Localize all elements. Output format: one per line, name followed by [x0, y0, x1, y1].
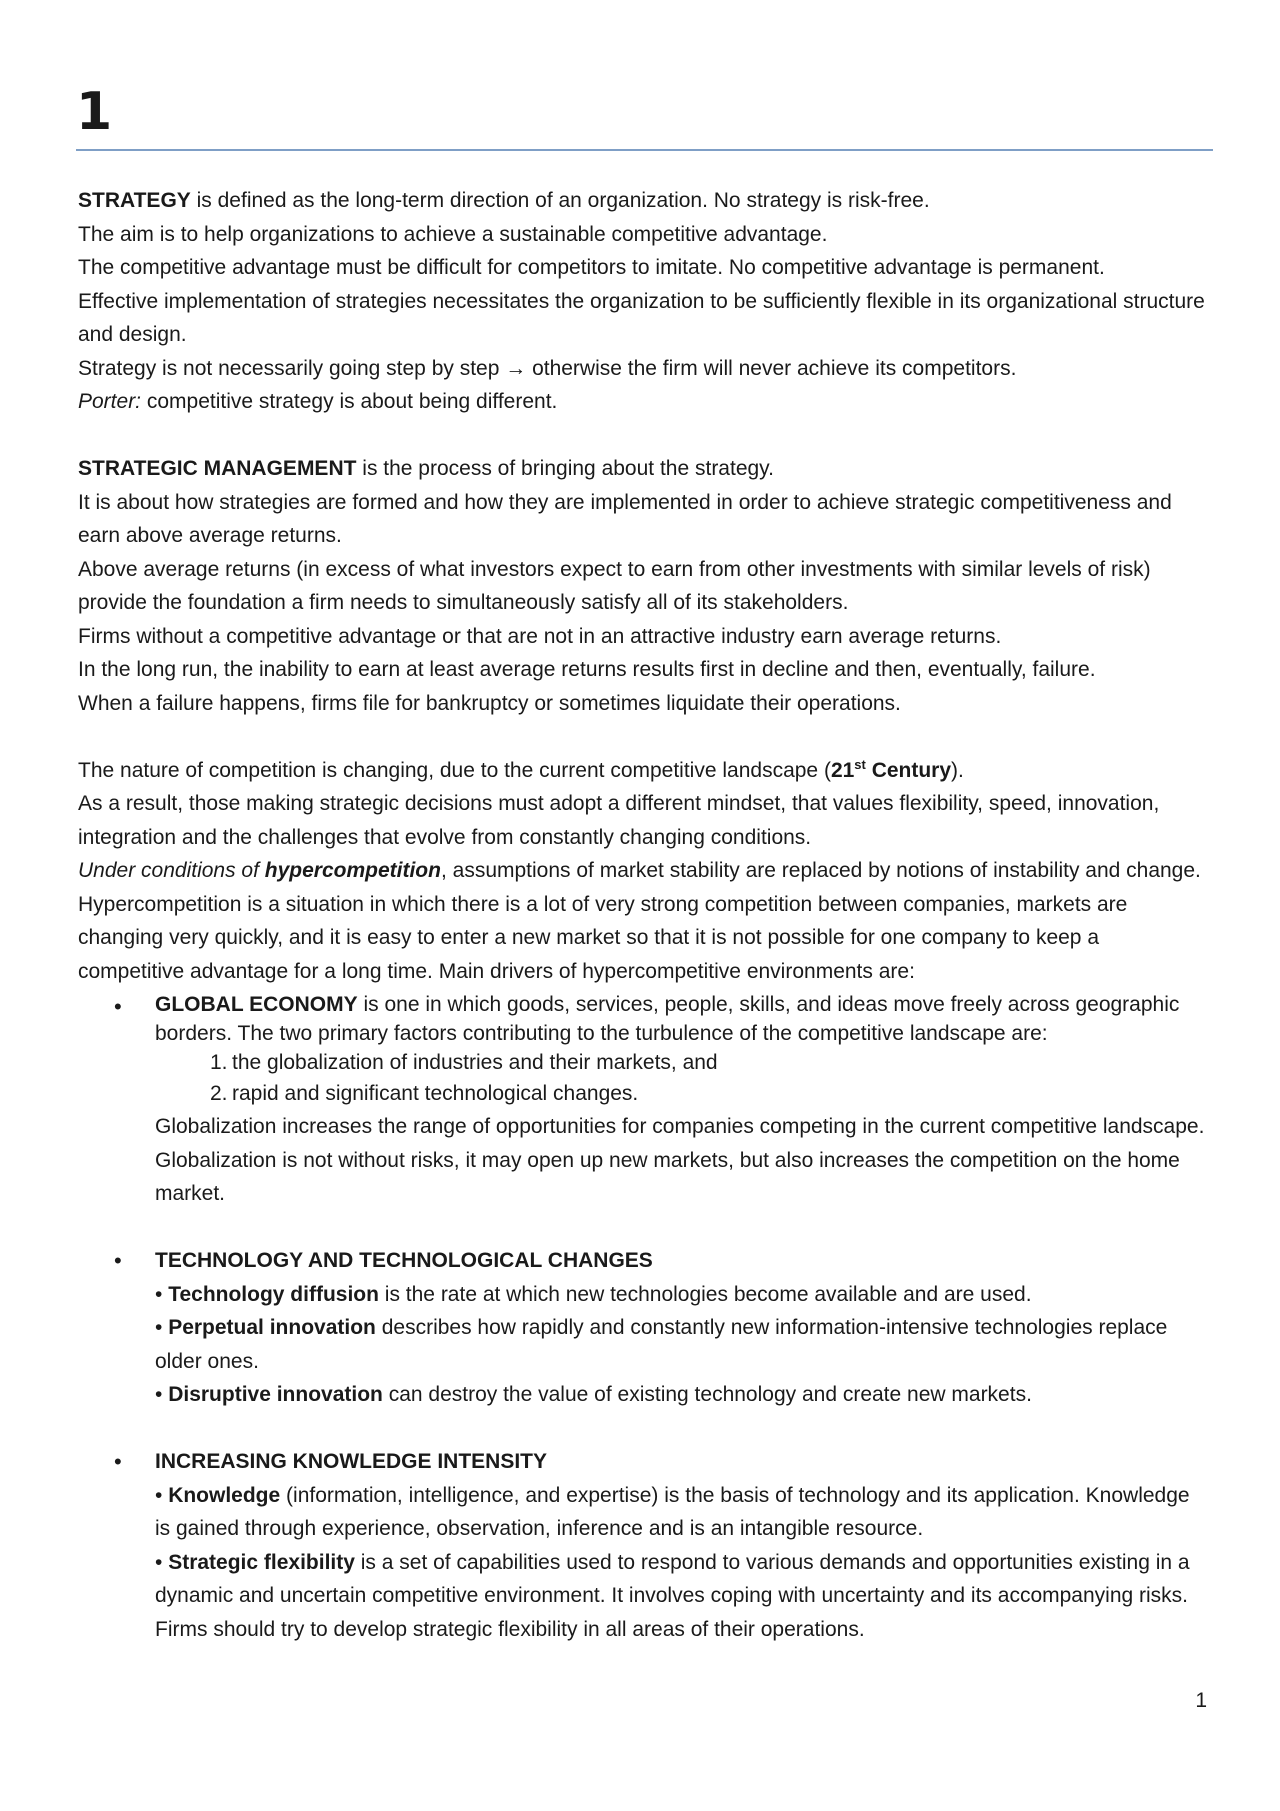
paragraph-line: As a result, those making strategic decisions must adopt a different mindset, that values flexibility, speed, innovation, integration and the challenges that evolve from constantly changing conditions.	[78, 792, 1160, 849]
paragraph-line: Effective implementation of strategies necessitates the organization to be sufficiently flexible in its organizational structure and design.	[78, 289, 1205, 346]
hypercompetition-conditions: Under conditions of hypercompetition, assumptions of market stability are replaced by notions of instability and change.	[78, 859, 1201, 882]
chapter-number: 1	[76, 82, 113, 142]
hypercompetition-term: hypercompetition	[264, 859, 441, 882]
bullet-knowledge	[78, 1445, 1208, 1646]
sub-item: • Technology diffusion is the rate at which new technologies become available and are used.	[155, 1282, 1032, 1306]
numbered-item: 2. rapid and significant technological changes.	[210, 1082, 639, 1105]
strategic-management-definition: STRATEGIC MANAGEMENT is the process of bringing about the strategy.	[78, 457, 774, 480]
strategy-definition: STRATEGY is defined as the long-term direction of an organization. No strategy is risk-free.	[78, 189, 930, 212]
globalization-note: Globalization increases the range of opportunities for companies competing in the current competitive landscape. Globalization is not without risks, it may open up new markets, but also increases the competition on the home market.	[155, 1115, 1205, 1205]
hypercompetition-definition: Hypercompetition is a situation in which there is a lot of very strong competition between companies, markets are changing very quickly, and it is easy to enter a new market so that it is not possible for one company to keep a competitive advantage for a long time. Main drivers of hypercompetitive environments are:	[78, 892, 1128, 983]
sub-item: • Strategic flexibility is a set of capabilities used to respond to various demands and opportunities existing in a dynamic and uncertain competitive environment. It involves coping with uncertainty and its accompanying risks. Firms should try to develop strategic flexibility in all areas of their operations.	[155, 1550, 1190, 1641]
technology-title: TECHNOLOGY AND TECHNOLOGICAL CHANGES	[155, 1249, 653, 1272]
paragraph-line: Firms without a competitive advantage or that are not in an attractive industry earn average returns.	[78, 624, 1002, 648]
strategic-management-term: STRATEGIC MANAGEMENT	[78, 457, 357, 480]
competition-intro: The nature of competition is changing, due to the current competitive landscape (21st Century).	[78, 756, 964, 782]
sub-item: • Perpetual innovation describes how rapidly and constantly new information-intensive technologies replace older ones.	[155, 1316, 1168, 1373]
sub-item: • Disruptive innovation can destroy the value of existing technology and create new markets.	[155, 1383, 1032, 1406]
paragraph-line: The competitive advantage must be difficult for competitors to imitate. No competitive advantage is permanent.	[78, 256, 1105, 279]
paragraph-line: Strategy is not necessarily going step by step → otherwise the firm will never achieve its competitors.	[78, 356, 1017, 380]
paragraph-line: Above average returns (in excess of what investors expect to earn from other investments with similar levels of risk) provide the foundation a firm needs to simultaneously satisfy all of its stakeholders.	[78, 557, 1151, 614]
bullet-technology	[78, 1244, 1208, 1412]
paragraph-line: The aim is to help organizations to achieve a sustainable competitive advantage.	[78, 222, 828, 246]
heading-rule	[76, 149, 1213, 151]
strategy-term: STRATEGY	[78, 189, 191, 212]
paragraph-line: It is about how strategies are formed and how they are implemented in order to achieve strategic competitiveness and earn above average returns.	[78, 490, 1172, 547]
bullet-icon: •	[114, 1248, 122, 1273]
bullet-icon: •	[114, 994, 122, 1019]
numbered-item: 1. the globalization of industries and their markets, and	[210, 1051, 718, 1074]
paragraph-line: In the long run, the inability to earn at least average returns results first in decline and then, eventually, failure.	[78, 658, 1096, 681]
sub-item: • Knowledge (information, intelligence, and expertise) is the basis of technology and its application. Knowledge is gained through experience, observation, inference and is an intangible resource.	[155, 1483, 1190, 1540]
bullet-icon: •	[114, 1449, 122, 1474]
paragraph-line: When a failure happens, firms file for bankruptcy or sometimes liquidate their operations.	[78, 691, 901, 715]
global-economy-term: GLOBAL ECONOMY	[155, 993, 358, 1016]
bullet-global-economy: • GLOBAL ECONOMY is one in which goods, services, people, skills, and ideas move freely across geographic borders. The two primary factors contributing to the turbulence of the competitive landscape are:	[78, 990, 1208, 1048]
document-body	[78, 184, 1208, 1646]
page-number: 1	[1195, 1689, 1207, 1712]
porter-quote: Porter: competitive strategy is about being different.	[78, 390, 558, 413]
knowledge-title: INCREASING KNOWLEDGE INTENSITY	[155, 1450, 548, 1473]
